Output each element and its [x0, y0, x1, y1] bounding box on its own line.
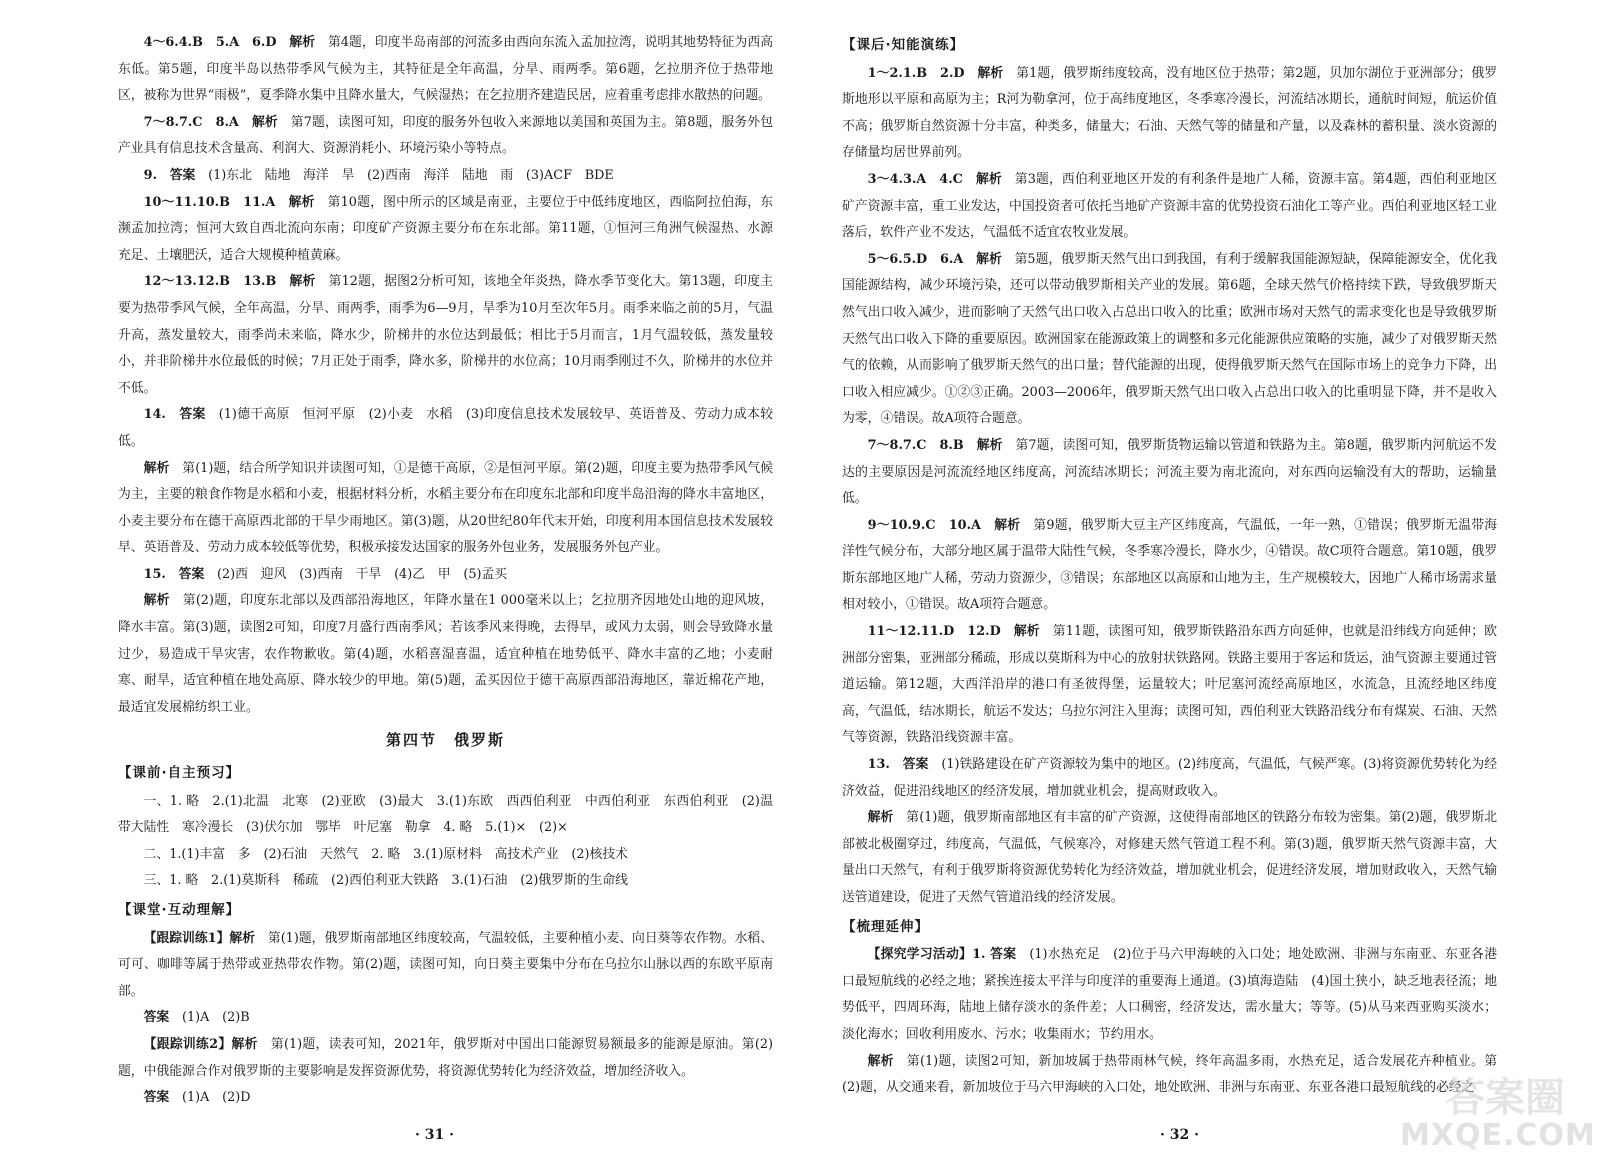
para-left-3: 9. 答案 (1)东北 陆地 海洋 旱 (2)西南 海洋 陆地 雨 (3)ACF BDE: [143, 167, 614, 183]
para-left-6: 14. 答案 (1)德干高原 恒河平原 (2)小麦 水稻 (3)印度信息技术发展较早、英语普及、劳动力成本较低。: [118, 407, 774, 449]
extend-item-1: 【探究学习活动】1. 答案 (1)水热充足 (2)位于马六甲海峡的入口处；地处欧洲、非洲与东南亚、东亚各港口最短航线的必经之地；紧挨连接太平洋与印度洋的重要海上通道。(3)填海造陆 (4)国土狭小，缺乏地表径流；地势低平，四周环海，陆地上储存淡水的条件差；人口稠密，经济发达，需水量大；等等。(5)从马来西亚购买淡水；淡化海水；回收利用废水、污水；收集雨水；节约用水。: [842, 947, 1497, 1042]
extend-item-2: 解析 第(1)题，读图2可知，新加坡属于热带雨林气候，终年高温多雨，水热充足，适合发展花卉种植业。第(2)题，从交通来看，新加坡位于马六甲海峡的入口处，地处欧洲、非洲与东南亚、东亚各港口最短航线的必经之: [842, 1053, 1498, 1096]
class-item-1: 【跟踪训练1】解析 第(1)题，俄罗斯南部地区纬度较高，气温较低，主要种植小麦、向日葵等农作物。水稻、可可、咖啡等属于热带或亚热带农作物。第(2)题，读图可知，向日葵主要集中分布在乌拉尔山脉以西的东欧平原南部。: [118, 930, 774, 999]
preview-line-3: 三、1. 略 2.(1)莫斯科 稀疏 (2)西伯利亚大铁路 3.(1)石油 (2)俄罗斯的生命线: [143, 873, 628, 889]
watermark-line2: MXQE.COM: [1400, 1118, 1596, 1153]
class-heading: 【课堂·互动理解】: [118, 902, 241, 918]
para-right-2: 3～4.3.A 4.C 解析 第3题，西伯利亚地区开发的有利条件是地广人稀，资源丰富。第4题，西伯利亚地区矿产资源丰富，重工业发达，中国投资者可依托当地矿产资源丰富的优势投资石油化工等产业。西伯利亚地区轻工业落后，软件产业不发达，气温低不适宜农牧业发展。: [842, 171, 1498, 241]
para-left-7: 解析 第(1)题，结合所学知识并读图可知，①是德干高原，②是恒河平原。第(2)题，印度主要为热带季风气候为主，主要的粮食作物是水稻和小麦，根据材料分析，水稻主要分布在印度东北部和印度半岛沿海的降水丰富地区，小麦主要分布在德干高原西北部的干旱少雨地区。第(3)题，从20世纪80年代末开始，印度利用本国信息技术发展较早、英语普及、劳动力成本较低等优势，积极承接发达国家的服务外包业务，发展服务外包产业。: [118, 460, 774, 556]
para-left-5: 12～13.12.B 13.B 解析 第12题，据图2分析可知，该地全年炎热，降水季节变化大。第13题，印度主要为热带季风气候，全年高温，分旱、雨两季，雨季为6—9月，旱季为10月至次年5月。雨季来临之前的5月，气温升高，蒸发量较大，雨季尚未来临，降水少，阶梯井的水位达到最低；相比于5月而言，1月气温较低，蒸发量较小，并非阶梯井水位最低的时候；7月正处于雨季，降水多，阶梯井的水位高；10月雨季刚过不久，阶梯井的水位并不低。: [118, 274, 774, 396]
para-right-6: 11～12.11.D 12.D 解析 第11题，读图可知，俄罗斯铁路沿东西方向延伸，也就是沿纬线方向延伸；欧洲部分密集，亚洲部分稀疏，形成以莫斯科为中心的放射状铁路网。铁路主要用于客运和货运，油气资源主要通过管道运输。第12题，大西洋沿岸的港口有圣彼得堡，运量较大；叶尼塞河流经高原地区，水流急，且流经地区纬度高，气温低，结冰期长，航运不发达；乌拉尔河注入里海；读图可知，西伯利亚大铁路沿线分布有煤炭、石油、天然气等资源，铁路沿线资源丰富。: [842, 624, 1498, 746]
preview-line-1: 一、1. 略 2.(1)北温 北寒 (2)亚欧 (3)最大 3.(1)东欧 西西伯利亚 中西伯利亚 东西伯利亚 (2)温带大陆性 寒冷漫长 (3)伏尔加 鄂毕 叶尼塞 勒拿 4. 略 5.(1)× (2)×: [118, 793, 773, 836]
left-page: [118, 30, 773, 1112]
page-number-right: · 32 ·: [1160, 1127, 1199, 1143]
para-right-5: 9～10.9.C 10.A 解析 第9题，俄罗斯大豆主产区纬度高，气温低，一年一熟，①错误；俄罗斯无温带海洋性气候分布，大部分地区属于温带大陆性气候，冬季寒冷漫长，降水少，④错误。故C项符合题意。第10题，俄罗斯东部地区地广人稀，劳动力资源少，③错误；东部地区以高原和山地为主，生产规模较大，因地广人稀市场需求量相对较小，①错误。故A项符合题意。: [842, 517, 1498, 613]
para-right-4: 7～8.7.C 8.B 解析 第7题，读图可知，俄罗斯货物运输以管道和铁路为主。第8题，俄罗斯内河航运不发达的主要原因是河流流经地区纬度高，河流结冰期长；河流主要为南北流向，对东西向运输没有大的帮助，运输量低。: [842, 437, 1498, 507]
after-heading: 【课后·知能演练】: [842, 37, 965, 53]
para-left-9: 解析 第(2)题，印度东北部以及西部沿海地区，年降水量在1 000毫米以上；乞拉朋齐因地处山地的迎风坡，降水丰富。第(3)题，读图2可知，印度7月盛行西南季风；若该季风来得晚，去得早，或风力太弱，则会导致降水量过少，易造成干旱灾害，农作物歉收。第(4)题，水稻喜湿喜温，适宜种植在地势低平、降水丰富的乙地；小麦耐寒、耐旱，适宜种植在地处高原、降水较少的甲地。第(5)题，孟买因位于德干高原西部沿海地区，靠近棉花产地，最适宜发展棉纺织工业。: [118, 593, 774, 715]
para-right-3: 5～6.5.D 6.A 解析 第5题，俄罗斯天然气出口到我国，有利于缓解我国能源短缺，保障能源安全，优化我国能源结构，减少环境污染，还可以带动俄罗斯相关产业的发展。第6题，全球天然气价格持续下跌，导致俄罗斯天然气出口收入减少，进而影响了天然气出口收入占总出口收入的比重；欧洲市场对天然气的需求变化也是导致俄罗斯天然气出口收入下降的重要原因。欧洲国家在能源政策上的调整和多元化能源供应策略的实施，减少了对俄罗斯天然气的依赖，从而影响了俄罗斯天然气的出口量；替代能源的出现，使得俄罗斯天然气在国际市场上的竞争力下降，出口收入相应减少。①②③正确。2003—2006年，俄罗斯天然气出口收入占总出口收入的比重明显下降，并不是收入为零，④错误。故A项符合题意。: [842, 251, 1497, 427]
class-item-4: 答案 (1)A (2)D: [143, 1090, 251, 1106]
watermark: [1390, 1060, 1595, 1160]
watermark-line1: 答案圈: [1445, 1075, 1565, 1121]
class-item-2: 答案 (1)A (2)B: [143, 1010, 250, 1026]
class-item-3: 【跟踪训练2】解析 第(1)题，读表可知，2021年，俄罗斯对中国出口能源贸易额最多的能源是原油。第(2)题，中俄能源合作对俄罗斯的主要影响是发挥资源优势，将资源优势转化为经济效益，增加经济收入。: [118, 1036, 774, 1079]
para-left-2: 7～8.7.C 8.A 解析 第7题，读图可知，印度的服务外包收入来源地以美国和英国为主。第8题，服务外包产业具有信息技术含量高、利润大、资源消耗小、环境污染小等特点。: [118, 114, 774, 157]
para-right-8: 解析 第(1)题，俄罗斯南部地区有丰富的矿产资源，这使得南部地区的铁路分布较为密集。第(2)题，俄罗斯北部被北极圈穿过，纬度高，气温低，气候寒冷，对修建天然气管道工程不利。第(3)题，俄罗斯天然气资源丰富，大量出口天然气，有利于俄罗斯将资源优势转化为经济效益，增加就业机会，促进经济发展，增加财政收入，天然气输送管道建设，促进了天然气管道沿线的经济发展。: [842, 810, 1498, 905]
extend-heading: 【梳理延伸】: [842, 918, 929, 935]
para-left-4: 10～11.10.B 11.A 解析 第10题，图中所示的区域是南亚，主要位于中低纬度地区，西临阿拉伯海，东濒孟加拉湾；恒河大致自西北流向东南；印度矿产资源主要分布在东北部。第11题，①恒河三角洲气候湿热、水源充足、土壤肥沃，适合大规模种植黄麻。: [118, 194, 774, 263]
page-number-left: · 31 ·: [415, 1127, 454, 1143]
para-right-1: 1～2.1.B 2.D 解析 第1题，俄罗斯纬度较高，没有地区位于热带；第2题，贝加尔湖位于亚洲部分；俄罗斯地形以平原和高原为主；R河为勒拿河，位于高纬度地区，冬季寒冷漫长，河流结冰期长，通航时间短，航运价值不高；俄罗斯自然资源十分丰富，种类多，储量大；石油、天然气等的储量和产量，以及森林的蓄积量、淡水资源的存储量均居世界前列。: [842, 65, 1498, 161]
preview-heading: 【课前·自主预习】: [118, 765, 241, 782]
right-page: [842, 30, 1497, 1102]
para-right-7: 13. 答案 (1)铁路建设在矿产资源较为集中的地区。(2)纬度高，气温低，气候严寒。(3)将资源优势转化为经济效益，促进沿线地区的经济发展，增加就业机会，提高财政收入。: [842, 757, 1498, 799]
para-left-1: 4～6.4.B 5.A 6.D 解析 第4题，印度半岛南部的河流多由西向东流入孟加拉湾，说明其地势特征为西高东低。第5题，印度半岛以热带季风气候为主，其特征是全年高温，分旱、雨两季。第6题，乞拉朋齐位于热带地区，被称为世界“雨极”，夏季降水集中且降水量大，气候湿热；在乞拉朋齐建造民居，应着重考虑排水散热的问题。: [118, 35, 774, 104]
para-left-8: 15. 答案 (2)西 迎风 (3)西南 干旱 (4)乙 甲 (5)孟买: [143, 566, 508, 582]
section-title: 第四节 俄罗斯: [385, 731, 505, 750]
preview-line-2: 二、1.(1)丰富 多 (2)石油 天然气 2. 略 3.(1)原材料 高技术产业 (2)核技术: [143, 846, 628, 862]
left-top-paragraphs: [118, 30, 773, 721]
